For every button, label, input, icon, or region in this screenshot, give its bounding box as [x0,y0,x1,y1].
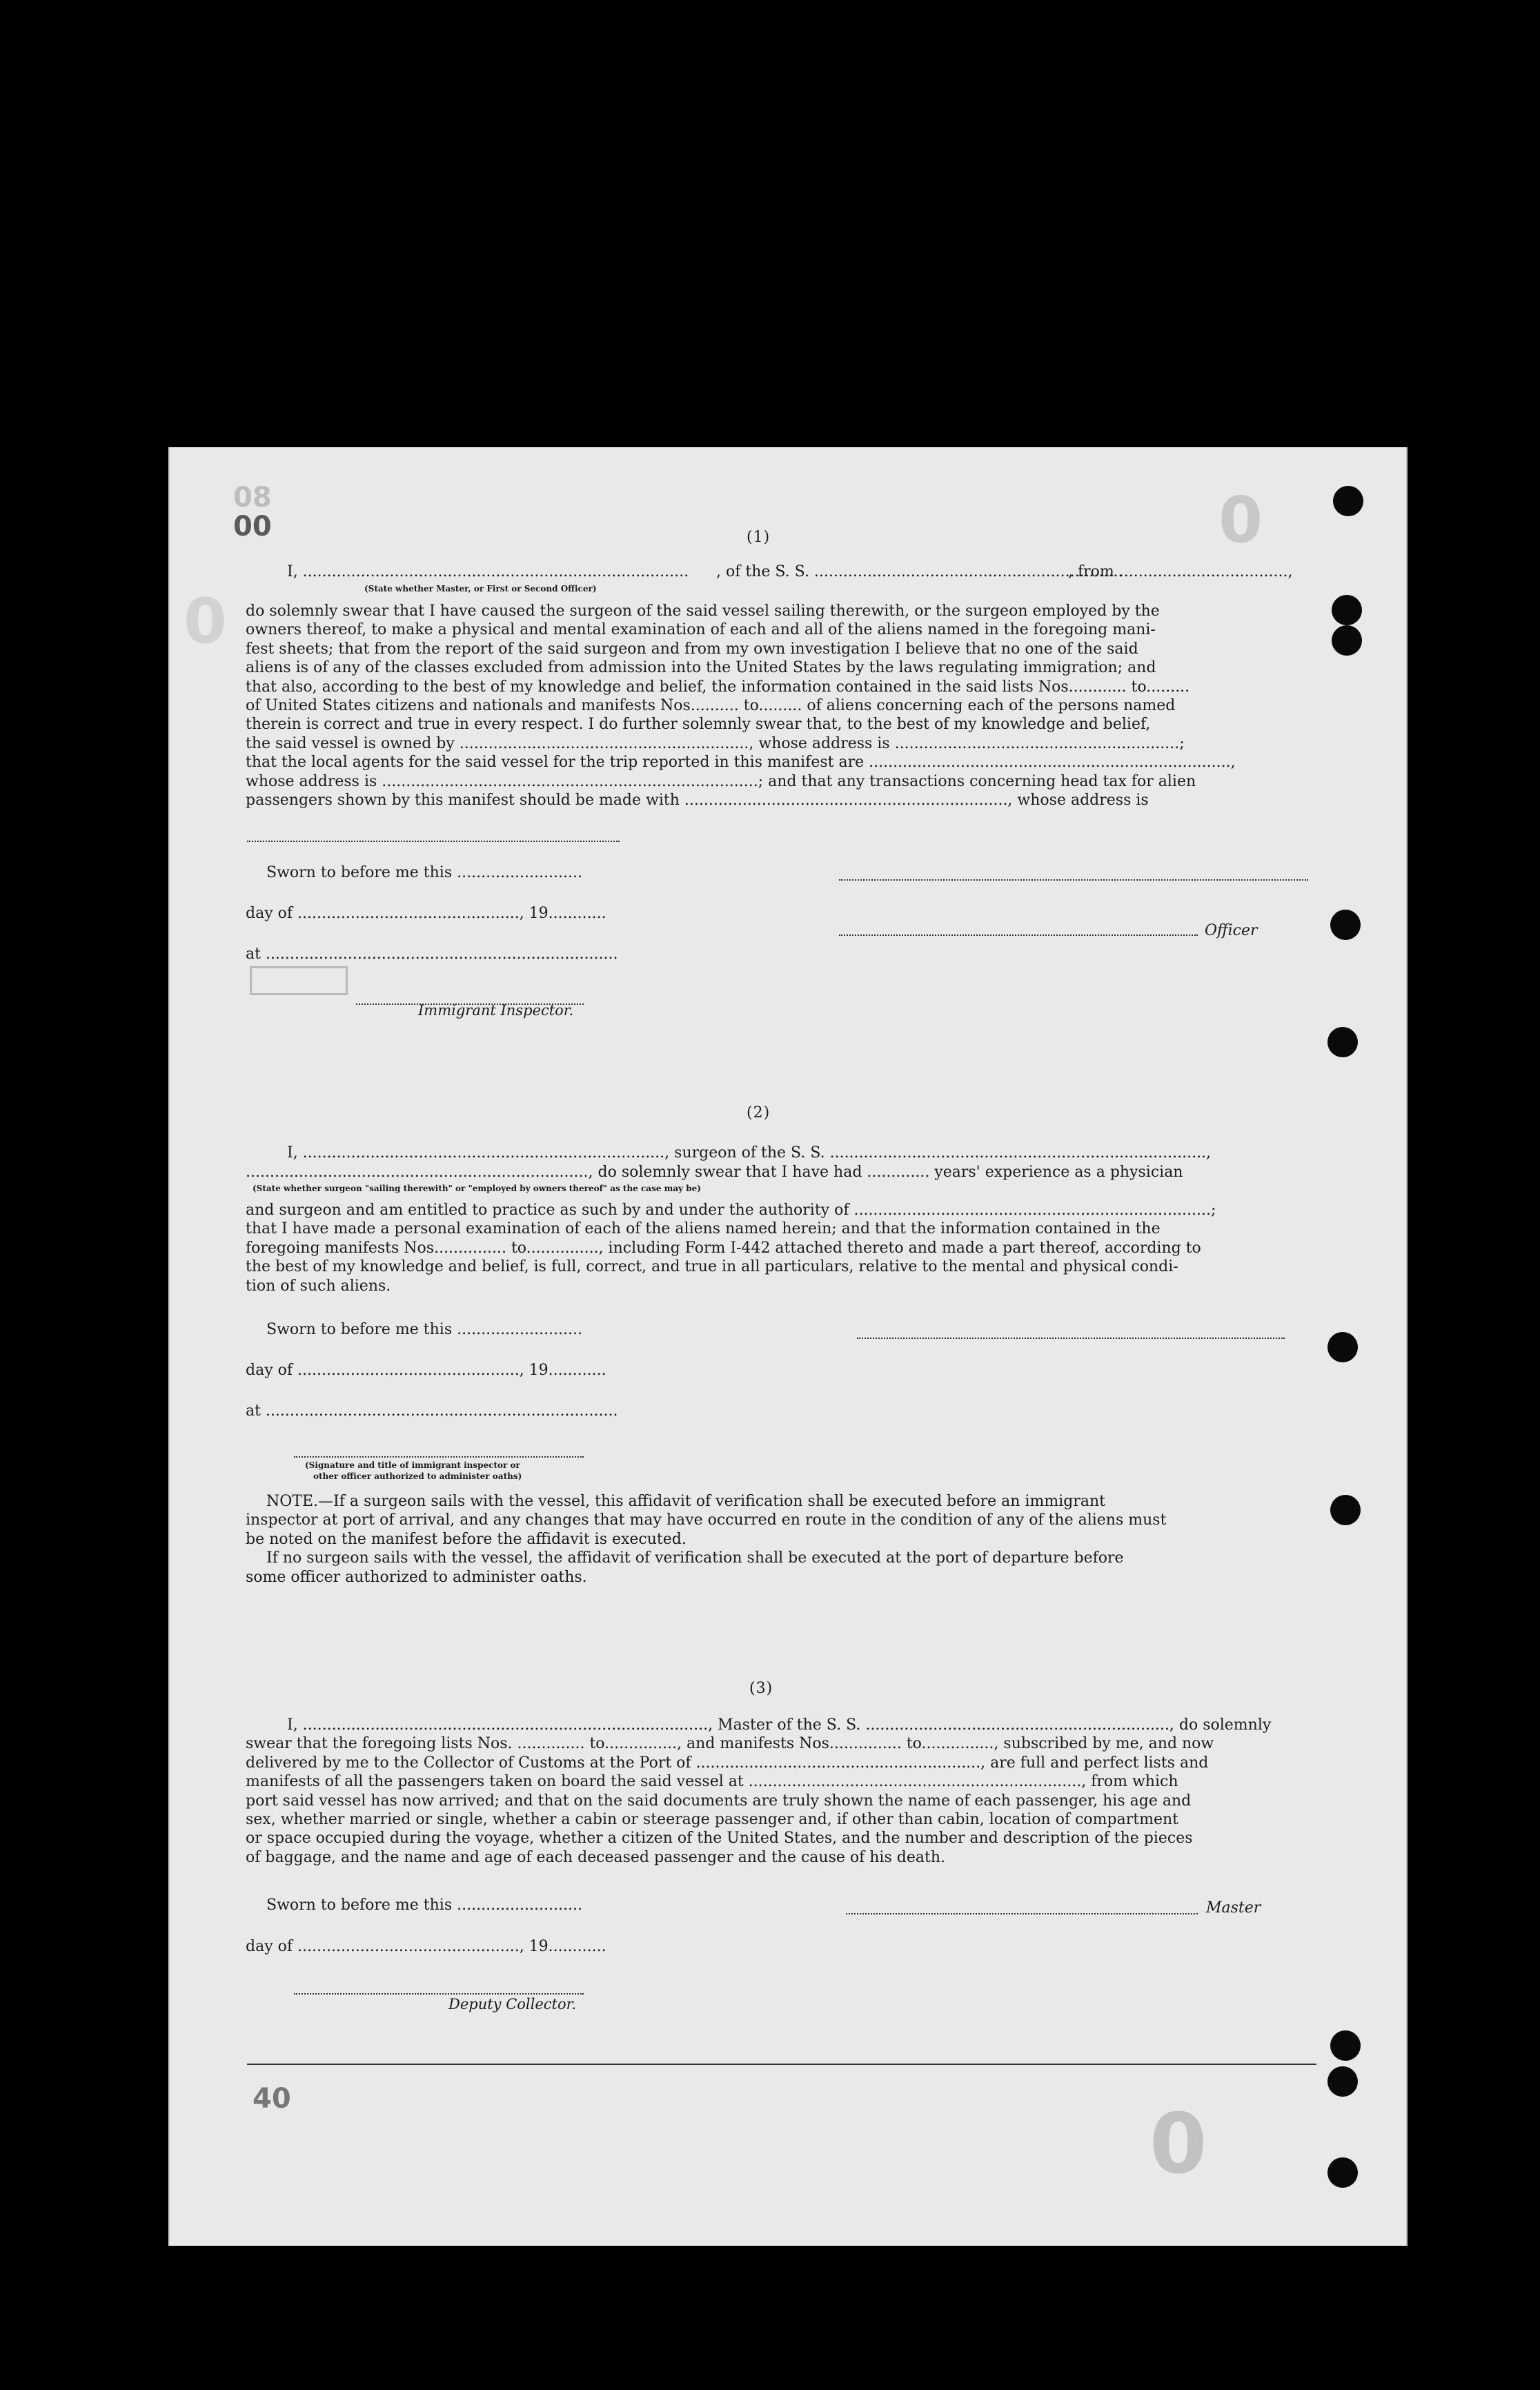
s2-body-line: the best of my knowledge and belief, is full, correct, and true in all particulars, relative to the mental and physical condi- [246,1258,1178,1276]
section-3-heading: (3) [749,1680,773,1697]
s2-note-line: some officer authorized to administer oaths. [246,1568,587,1586]
s1-sworn: Sworn to before me this .......................... [266,864,582,881]
s1-officer-label: Officer [1205,922,1258,939]
ghost-code-bottom: 40 [253,2083,291,2115]
ghost-code-top-1: 08 [233,482,272,513]
faint-stamp-box [250,966,348,995]
s2-caption-sig-1: (Signature and title of immigrant inspector or [305,1460,520,1470]
s3-master-signature-line [846,1913,1198,1914]
punch-hole [1332,595,1362,625]
s1-officer-signature-line-2 [839,934,1198,936]
s2-body-line: foregoing manifests Nos............... to..............., including Form I-442 attached thereto and made a part thereof, according to [246,1239,1201,1257]
manifest-page [168,447,1408,2246]
s2-note-line: NOTE.—If a surgeon sails with the vessel, this affidavit of verification shall be executed before an immigrant [266,1493,1105,1510]
s1-body-line: whose address is ..............................................................................; and that any transactions concerning head tax for alien [246,772,1196,790]
s3-body [246,1716,1271,1867]
s1-body-line: fest sheets; that from the report of the said surgeon and from my own investigation I believe that no one of the said [246,640,1138,658]
s1-body-line: aliens is of any of the classes excluded from admission into the United States by the laws regulating immigration; and [246,659,1156,677]
s1-body-line: do solemnly swear that I have caused the surgeon of the said vessel sailing therewith, or the surgeon employed by the [246,603,1160,620]
s1-body [246,602,1236,810]
s3-day: day of .............................................., 19............ [246,1938,606,1955]
s2-note-line: inspector at port of arrival, and any changes that may have occurred en route in the condition of any of the aliens must [246,1511,1167,1529]
s2-inspector-line [294,1456,584,1458]
s2-body-line: that I have made a personal examination of each of the aliens named herein; and that the information contained in the [246,1220,1161,1238]
s2-line1: I, ..........................................................................., surgeon of the S. S. .............................................................................., [287,1144,1212,1162]
s2-note-line: If no surgeon sails with the vessel, the affidavit of verification shall be executed at the port of departure before [266,1549,1124,1567]
s2-day: day of .............................................., 19............ [246,1362,606,1379]
s1-body-line: passengers shown by this manifest should be made with ..................................................................., whose address is [246,792,1149,810]
ghost-code-top-2: 00 [233,511,272,542]
punch-hole [1333,486,1363,516]
s3-body-line: of baggage, and the name and age of each deceased passenger and the cause of his death. [246,1848,945,1866]
s2-caption-sig-2: other officer authorized to administer oaths) [313,1471,522,1481]
punch-hole [1332,625,1362,656]
s3-body-line: swear that the foregoing lists Nos. .............. to..............., and manifests Nos............... to..............., subscribed by me, and now [246,1735,1214,1753]
s3-deputy-line [294,1993,584,1995]
ghost-number-top-right: 0 [1218,483,1263,557]
section-1-heading: (1) [747,529,771,546]
s1-inspector-label: Immigrant Inspector. [418,1002,574,1019]
s1-body-line: owners thereof, to make a physical and mental examination of each and all of the aliens named in the foregoing mani- [246,621,1156,639]
punch-hole [1327,1332,1358,1362]
s1-at: at ......................................................................... [246,946,618,963]
s2-sworn: Sworn to before me this .......................... [266,1321,582,1338]
punch-hole [1327,2157,1358,2188]
s2-caption: (State whether surgeon "sailing therewith" or "employed by owners thereof" as the case may be) [253,1184,701,1193]
s1-line1-end: , from ..................................., [1068,563,1293,580]
s2-note-line: be noted on the manifest before the affidavit is executed. [246,1530,687,1548]
ghost-number-left: 0 [184,585,227,658]
s1-line1-mid: , of the S. S. ................................................................ [716,563,1123,580]
punch-hole [1330,1495,1361,1525]
punch-hole [1327,2066,1358,2097]
s1-body-line: that the local agents for the said vessel for the trip reported in this manifest are ..........................................................................., [246,754,1236,772]
s2-surgeon-signature-line [857,1338,1285,1339]
s3-master-label: Master [1206,1899,1261,1917]
s3-body-line: port said vessel has now arrived; and that on the said documents are truly shown the name of each passenger, his age and [246,1792,1192,1810]
bottom-rule [247,2064,1316,2065]
section-2-heading: (2) [747,1104,771,1121]
ghost-number-bottom-right: 0 [1149,2097,1207,2193]
s3-sworn: Sworn to before me this .......................... [266,1897,582,1914]
s1-body-line: of United States citizens and nationals and manifests Nos.......... to......... of aliens concerning each of the persons named [246,697,1176,715]
s3-body-line: sex, whether married or single, whether a cabin or steerage passenger and, if other than cabin, location of compartment [246,1811,1178,1829]
s2-body-line: tion of such aliens. [246,1277,391,1295]
punch-hole [1327,1027,1358,1057]
s1-day: day of .............................................., 19............ [246,905,606,922]
s1-blank-line [247,841,620,842]
s3-body-line: delivered by me to the Collector of Customs at the Port of ..........................................................., are full and perfect lists and [246,1754,1209,1772]
s2-at: at ......................................................................... [246,1402,618,1420]
s1-body-line: the said vessel is owned by ............................................................, whose address is ...........................................................; [246,734,1185,752]
s1-line1-prefix: I, ................................................................................ [287,563,689,580]
s3-body-line: I, ...................................................................................., Master of the S. S. ..............................................................., do solemnly [287,1716,1272,1734]
s2-line2: ......................................................................., do solemnly swear that I have had ............. years' experience as a physician [246,1164,1183,1181]
s2-body-line: and surgeon and am entitled to practice as such by and under the authority of ..........................................................................; [246,1202,1216,1219]
s1-body-line: therein is correct and true in every respect. I do further solemnly swear that, to the best of my knowledge and belief, [246,716,1151,734]
s1-caption: (State whether Master, or First or Second Officer) [364,584,597,594]
s2-note [246,1492,1166,1587]
s3-deputy-label: Deputy Collector. [448,1996,577,2012]
s1-officer-signature-line-1 [839,879,1308,881]
s2-body [246,1201,1216,1295]
s3-body-line: or space occupied during the voyage, whether a citizen of the United States, and the number and description of the pieces [246,1830,1193,1848]
punch-hole [1330,2030,1361,2061]
punch-hole [1330,910,1361,940]
s3-body-line: manifests of all the passengers taken on board the said vessel at ....................................................................., from which [246,1773,1178,1791]
s1-body-line: that also, according to the best of my knowledge and belief, the information contained in the said lists Nos............ to......... [246,678,1190,696]
